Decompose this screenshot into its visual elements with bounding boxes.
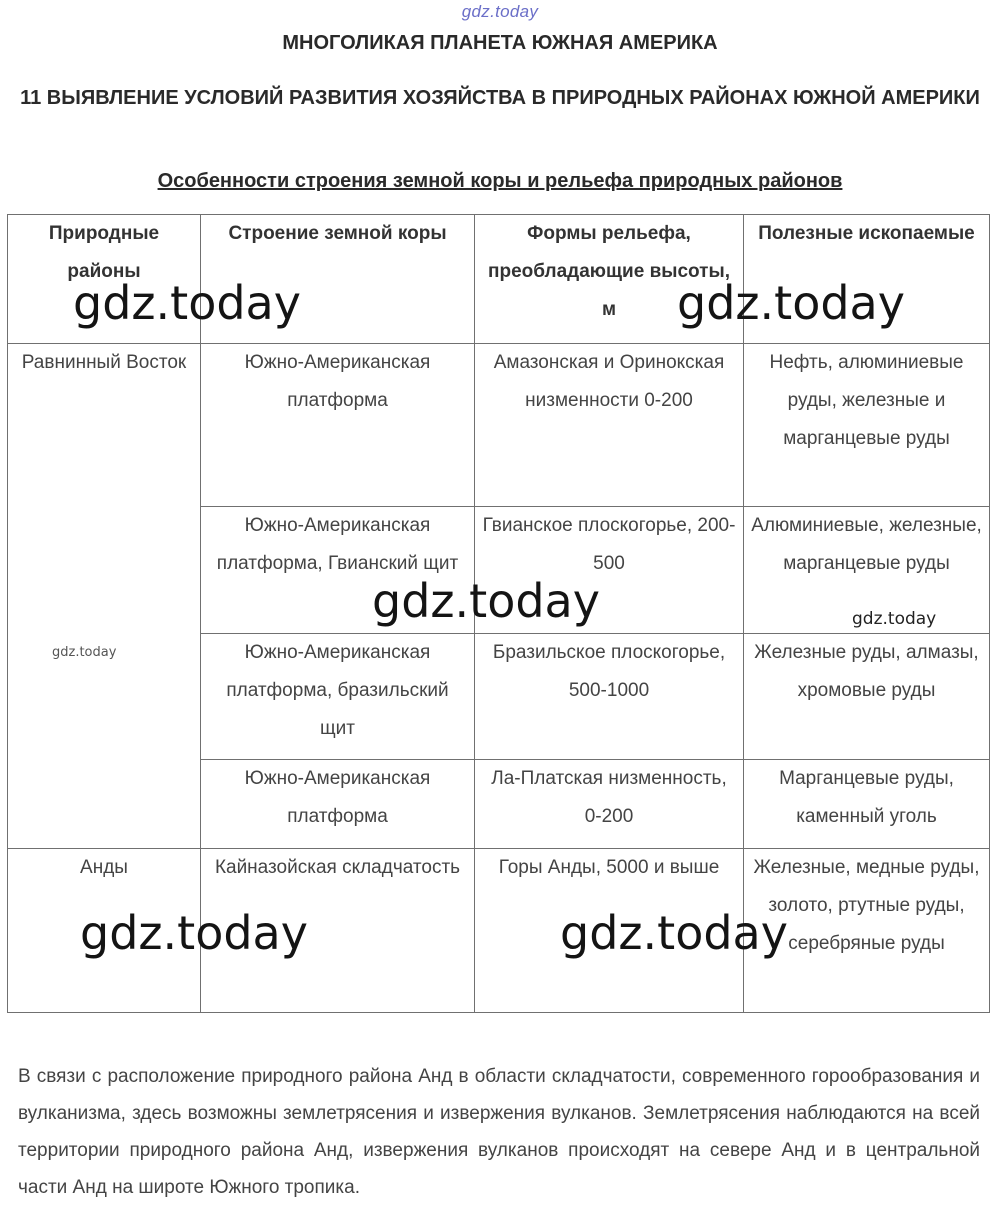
table-header-row [8,215,990,344]
relief-table [7,214,990,1013]
minerals-cell: Марганцевые руды, каменный уголь [744,760,990,849]
minerals-cell: Железные руды, алмазы, хромовые руды [744,634,990,760]
table-row [8,344,990,507]
minerals-cell: Алюминиевые, железные, марганцевые руды [744,507,990,634]
watermark: gdz.today [73,276,301,330]
relief-cell: Ла-Платская низменность, 0-200 [475,760,744,849]
table-row [8,849,990,1013]
watermark: gdz.today [677,276,905,330]
page-title: МНОГОЛИКАЯ ПЛАНЕТА ЮЖНАЯ АМЕРИКА [282,32,718,54]
watermark: gdz.today [560,906,788,960]
minerals-cell: Нефть, алюминиевые руды, железные и марганцевые руды [744,344,990,507]
site-watermark-top: gdz.today [461,2,539,21]
watermark: gdz.today [372,574,600,628]
relief-cell: Гвианское плоскогорье, 200-500 [475,507,744,634]
crust-cell: Кайназойская складчатость [201,849,475,1013]
watermark-small: gdz.today [852,609,937,629]
region-cell: Анды [8,849,201,1013]
watermark-small: gdz.today [52,645,117,660]
relief-cell: Амазонская и Оринокская низменности 0-200 [475,344,744,507]
header-cell: Природные районы [8,215,201,344]
table-caption: Особенности строения земной коры и рельефа природных районов [157,170,843,192]
header-cell: Полезные ископаемые [744,215,990,344]
watermark: gdz.today [80,906,308,960]
header-cell: Строение земной коры [201,215,475,344]
crust-cell: Южно-Американская платформа [201,344,475,507]
conclusion-paragraph: В связи с расположение природного района Анд в области складчатости, современного горообразования и вулканизма, здесь возможны землетрясения и извержения вулканов. Землетрясения наблюдаются на всей территории природного района Анд, извержения вулканов происходят на севере Анд и в центральной части Анд на широте Южного тропика. [18,1066,980,1198]
relief-cell: Горы Анды, 5000 и выше [475,849,744,1013]
crust-cell: Южно-Американская платформа, бразильский щит [201,634,475,760]
crust-cell: Южно-Американская платформа, Гвианский щит [201,507,475,634]
relief-cell: Бразильское плоскогорье, 500-1000 [475,634,744,760]
header-cell: Формы рельефа, преобладающие высоты, м [475,215,744,344]
region-cell: Равнинный Восток [8,344,201,849]
minerals-cell: Железные, медные руды, золото, ртутные руды, серебряные руды [744,849,990,1013]
crust-cell: Южно-Американская платформа [201,760,475,849]
task-title: 11 ВЫЯВЛЕНИЕ УСЛОВИЙ РАЗВИТИЯ ХОЗЯЙСТВА В ПРИРОДНЫХ РАЙОНАХ ЮЖНОЙ АМЕРИКИ [20,87,980,109]
